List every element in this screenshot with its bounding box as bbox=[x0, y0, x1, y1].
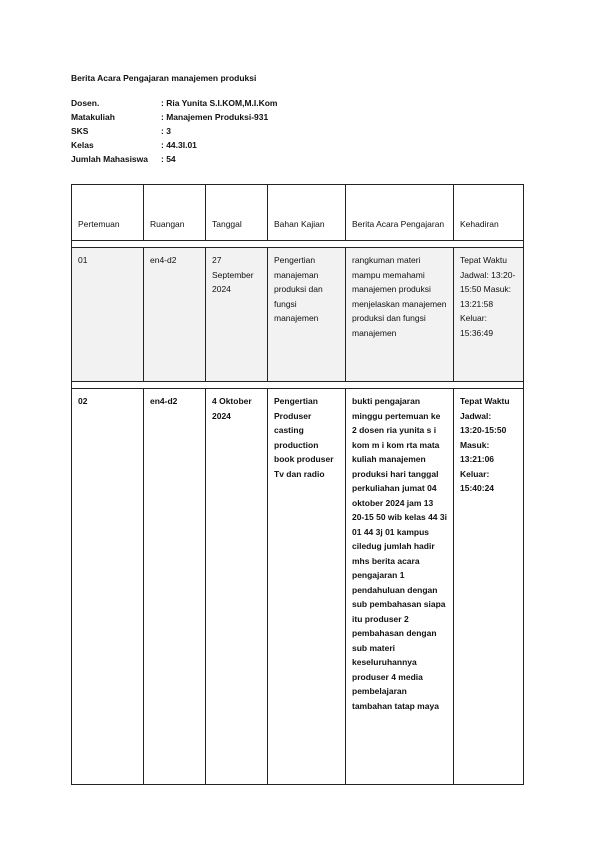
cell-bahan-kajian: Pengertian manajeman produksi dan fungsi manajemen bbox=[268, 248, 346, 382]
course-info bbox=[71, 96, 278, 166]
header-kehadiran: Kehadiran bbox=[454, 185, 524, 241]
spacer-cell bbox=[72, 241, 524, 248]
meta-row-matakuliah bbox=[71, 110, 278, 124]
header-berita-acara: Berita Acara Pengajaran bbox=[346, 185, 454, 241]
header-tanggal: Tanggal bbox=[206, 185, 268, 241]
header-bahan-kajian: Bahan Kajian bbox=[268, 185, 346, 241]
cell-tanggal: 27 September 2024 bbox=[206, 248, 268, 382]
cell-bahan-kajian: Pengertian Produser casting production book produser Tv dan radio bbox=[268, 389, 346, 785]
cell-ruangan: en4-d2 bbox=[144, 389, 206, 785]
cell-berita-acara: rangkuman materi mampu memahami manajemen produksi menjelaskan manajemen produksi dan fungsi manajemen bbox=[346, 248, 454, 382]
meta-label: Jumlah Mahasiswa bbox=[71, 154, 149, 164]
cell-ruangan: en4-d2 bbox=[144, 248, 206, 382]
meta-value: : Ria Yunita S.I.KOM,M.I.Kom bbox=[161, 98, 278, 108]
meta-label: SKS bbox=[71, 126, 89, 136]
cell-berita-acara: bukti pengajaran minggu pertemuan ke 2 dosen ria yunita s i kom m i kom rta mata kuliah manajemen produksi hari tanggal perkuliahan jumat 04 oktober 2024 jam 13 20-15 50 wib kelas 44 3i 01 44 3j 01 kampus ciledug jumlah hadir mhs berita acara pengajaran 1 pendahuluan dengan sub pembahasan siapa itu produser 2 pembahasan dengan sub materi keseluruhannya produser 4 media pembelajaran tambahan tatap maya bbox=[346, 389, 454, 785]
attendance-table bbox=[71, 184, 524, 785]
meta-label: Matakuliah bbox=[71, 112, 115, 122]
table-row bbox=[72, 389, 524, 785]
meta-row-dosen bbox=[71, 96, 278, 110]
meta-row-kelas bbox=[71, 138, 278, 152]
spacer-cell bbox=[72, 382, 524, 389]
table-header-row bbox=[72, 185, 524, 241]
meta-row-sks bbox=[71, 124, 278, 138]
table-row bbox=[72, 248, 524, 382]
row-spacer bbox=[72, 241, 524, 248]
meta-value: : Manajemen Produksi-931 bbox=[161, 112, 269, 122]
header-pertemuan: Pertemuan bbox=[72, 185, 144, 241]
meta-row-jumlah bbox=[71, 152, 278, 166]
meta-value: : 3 bbox=[161, 126, 171, 136]
meta-label: Dosen. bbox=[71, 98, 100, 108]
meta-label: Kelas bbox=[71, 140, 94, 150]
cell-kehadiran: Tepat Waktu Jadwal: 13:20-15:50 Masuk: 13:21:06 Keluar: 15:40:24 bbox=[454, 389, 524, 785]
header-ruangan: Ruangan bbox=[144, 185, 206, 241]
cell-tanggal: 4 Oktober 2024 bbox=[206, 389, 268, 785]
document-title: Berita Acara Pengajaran manajemen produksi bbox=[71, 73, 257, 83]
cell-pertemuan: 02 bbox=[72, 389, 144, 785]
cell-kehadiran: Tepat Waktu Jadwal: 13:20-15:50 Masuk: 13:21:58 Keluar: 15:36:49 bbox=[454, 248, 524, 382]
row-spacer bbox=[72, 382, 524, 389]
meta-value: : 54 bbox=[161, 154, 176, 164]
meta-value: : 44.3I.01 bbox=[161, 140, 197, 150]
cell-pertemuan: 01 bbox=[72, 248, 144, 382]
